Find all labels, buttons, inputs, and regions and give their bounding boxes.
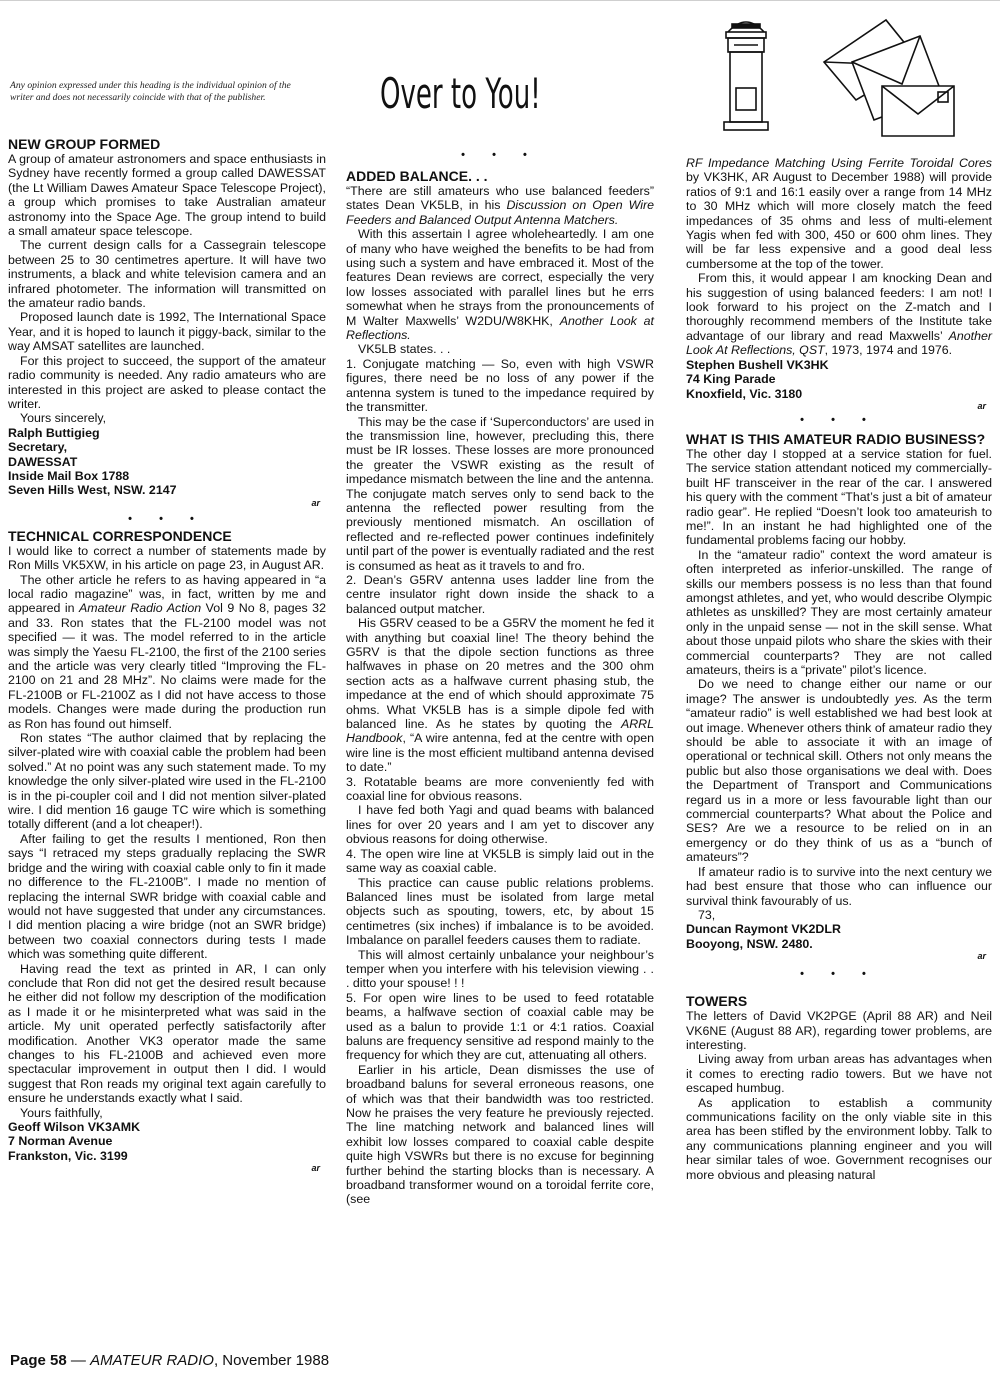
paragraph: The other day I stopped at a service station for fuel. The service station attendant noticed my commercially-built HF transceiver in the rear of the car. I answered his query with the comment “That’s just a bit of amateur radio gear”. He replied “Doesn’t look too amateurish to me!”. In an instant he had highlighted one of the fundamental problems facing our hobby. — [686, 446, 992, 548]
signature-block — [686, 922, 992, 951]
paragraph: This will almost certainly unbalance your neighbour’s temper when you interfere with his television viewing . . . ditto your spouse! ! ! — [346, 947, 654, 991]
signature-block — [8, 1120, 326, 1163]
section-separator: • • • — [461, 149, 539, 161]
paragraph: From this, it would appear I am knocking Dean and his suggestion of using balanced feeders: I am not! I look forward to his project on the Z-match and I thoroughly recommend members of the Institute take advantage of our library and read Maxwells’ Another Look At Reflections, QST, 1973, 1974 and 1976. — [686, 271, 992, 358]
signature-line: Booyong, NSW. 2480. — [686, 936, 813, 951]
page-footer — [10, 1352, 610, 1370]
top-rule — [0, 0, 1000, 1]
paragraph: Having read the text as printed in AR, I can only conclude that Ron did not get the desired result because he either did not follow my description of the modification as I made it or he misinterpreted what was said in the article. My unit operated perfectly satisfactorily after modification. Another VK3 operator made the same changes to his FL-2100B and achieved even more spectacular improvement in output then I did. I would suggest that Ron reads my original text again carefully to ensure he understands exactly what I said. — [8, 961, 326, 1106]
signature-block — [686, 358, 992, 401]
signature-line: Inside Mail Box 1788 — [8, 468, 130, 483]
column-right — [686, 156, 992, 1182]
page-title: Over to You! — [380, 69, 541, 118]
numbered-item: 3. Rotatable beams are more conveniently fed with coaxial line for obvious reasons. — [346, 774, 654, 804]
issue-date: , November 1988 — [213, 1352, 330, 1369]
paragraph: For this project to succeed, the support of the amateur radio community is needed. Any radio amateurs who are interested in this project are asked to please contact the writer. — [8, 353, 326, 411]
signature-line: Frankston, Vic. 3199 — [8, 1148, 128, 1163]
postbox-icon — [724, 22, 768, 130]
column-left — [8, 84, 326, 1173]
paragraph: Ron states “The author claimed that by replacing the silver-plated wire with coaxial cable the problem had been solved.” At no point was any such statement made. To my knowledge the only silver-plated wire used in the FL-2100 is in the pi-coupler coil and I did not mention silver-plated wire. I did mention 16 gauge TC wire which is something totally different (and a lot cheaper!). — [8, 731, 326, 832]
heading-added-balance: ADDED BALANCE. . . — [346, 168, 488, 184]
closing: Yours faithfully, — [20, 1105, 103, 1120]
paragraph: With this assertain I agree wholeheartedly. I am one of many who have weighed the benefits to be had from using such a system and have embraced it. Most of the features Dean reviews are correct, especially the very low losses associated with parallel lines but he errs somewhat when he strays from the pronouncements of M Walter Maxwells’ W2DU/W8KHK, Another Look at Reflections. — [346, 227, 654, 343]
signature-line: Ralph Buttigieg — [8, 425, 100, 440]
paragraph: VK5LB states. . . — [358, 342, 451, 357]
numbered-item: 5. For open wire lines to be used to feed rotatable beams, a halfwave section of coaxial cable may be used as a balun to provide 1:1 or 4:1 ratios. Coaxial baluns are frequency sensitive ad respond mainly to the frequency for which they are cut, attenuating all others. — [346, 990, 654, 1063]
section-separator: • • • — [800, 968, 878, 981]
magazine-name: AMATEUR RADIO — [90, 1352, 214, 1369]
page-number: Page 58 — [10, 1352, 67, 1369]
disclaimer: Any opinion expressed under this heading is the individual opinion of the writer and does not necessarily coincide with that of the publisher. — [10, 80, 291, 103]
end-mark: ar — [977, 951, 986, 962]
heading-towers: TOWERS — [686, 993, 748, 1010]
paragraph: The letters of David VK2PGE (April 88 AR) and Neil VK6NE (August 88 AR), regarding tower problems, are interesting. — [686, 1009, 992, 1052]
numbered-item: 2. Dean’s G5RV antenna uses ladder line from the centre insulator right down inside the shack to a balanced output matcher. — [346, 572, 654, 616]
paragraph: Earlier in his article, Dean dismisses the use of broadband baluns for several erroneous reasons, one of which was that their bandwidth was too restricted. Now he praises the very feature he previously rejected. The line matching network and balanced lines will exhibit low losses compared to coaxial cable despite quite high VSWRs but there is no excuse for beginning further behind the starting blocks than is necessary. A broadband transformer wound on a toroidal ferrite core, (see — [346, 1062, 654, 1207]
paragraph: This practice can cause public relations problems. Balanced lines must be isolated from large metal objects such as spouting, towers, etc, by about 15 centimetres (six inches) if imbalance is to be avoided. Imbalance on parallel feeders causes them to radiate. — [346, 875, 654, 948]
end-mark: ar — [311, 497, 320, 508]
signature-line: Knoxfield, Vic. 3180 — [686, 386, 803, 401]
signature-block — [8, 426, 326, 498]
closing: 73, — [698, 907, 716, 922]
closing: Yours sincerely, — [20, 411, 107, 426]
end-mark: ar — [977, 400, 986, 411]
signature-line: Stephen Bushell VK3HK — [686, 357, 829, 372]
paragraph: I would like to correct a number of statements made by Ron Mills VK5XW, in his article on page 23, in August AR. — [8, 543, 326, 573]
envelopes-icon — [824, 20, 954, 136]
paragraph: After failing to get the results I mentioned, Ron then says “I retraced my steps gradually replacing the SWR bridge and the wiring with coaxial cable only to fin it made no difference to the FL-2100B”. I made no mention of replacing the internal SWR bridge with coaxial cable and would not have suggested that under any circumstances. I did mention placing a wire bridge (not an SWR bridge) between two coaxial connectors during tests I made which was something quite different. — [8, 831, 326, 962]
paragraph: Living away from urban areas has advantages when it comes to erecting radio towers. But we have not escaped humbug. — [686, 1052, 992, 1096]
heading-new-group: NEW GROUP FORMED — [8, 136, 161, 152]
heading-technical: TECHNICAL CORRESPONDENCE — [8, 527, 232, 544]
paragraph: RF Impedance Matching Using Ferrite Toroidal Cores by VK3HK, AR August to December 1988) will provide ratios of 9:1 and 16:1 easily over a range from 14 MHz to 30 MHz which will more closely match the feed impedances of 35 ohms and less of multi-element Yagis when fed with 300, 450 or 600 ohm lines. They will be far less expensive and a good deal less cumbersome at the top of the tower. — [686, 156, 992, 271]
paragraph: I have fed both Yagi and quad beams with balanced lines for over 20 years and I am yet to discover any obvious reasons for doing otherwise. — [346, 803, 654, 847]
paragraph: Proposed launch date is 1992, The International Space Year, and it is hoped to launch it piggy-back, similar to the way AMSAT satellites are launched. — [8, 310, 326, 354]
heading-business: WHAT IS THIS AMATEUR RADIO BUSINESS? — [686, 430, 986, 447]
signature-line: 7 Norman Avenue — [8, 1134, 113, 1149]
footer-dash: — — [66, 1352, 91, 1369]
paragraph: A group of amateur astronomers and space enthusiasts in Sydney have recently formed a group called DAWESSAT (the Lt William Dawes Amateur Space Telescope Project), a group which promises to take Australian amateur astronomy into the Space Age. The group intend to build a small amateur space telescope. — [8, 152, 326, 239]
signature-line: Geoff Wilson VK3AMK — [8, 1120, 141, 1134]
section-separator: • • • — [800, 413, 878, 426]
paragraph: His G5RV ceased to be a G5RV the moment he fed it with anything but coaxial line! The theory behind the G5RV is that the dipole section functions as three halfwaves in phase on 20 metres and the 300 ohm section acts as a halfwave current phasing stub, the impedance at the end of which should approximate 75 ohms. What VK5LB has is a simple dipole fed with balanced line. As he states by quoting the ARRL Handbook, “A wire antenna, fed at the centre with open wire line is the most efficient multiband antenna devised to date.” — [346, 616, 654, 775]
signature-line: Duncan Raymont VK2DLR — [686, 922, 841, 937]
section-separator: • • • — [128, 512, 206, 525]
paragraph: “There are still amateurs who use balanced feeders” states Dean VK5LB, in his Discussion on Open Wire Feeders and Balanced Output Antenna Matchers. — [346, 184, 654, 227]
signature-line: Secretary, — [8, 440, 68, 455]
signature-line: 74 King Parade — [686, 372, 776, 387]
column-middle — [346, 148, 654, 1207]
paragraph: Do we need to change either our name or our image? The answer is undoubtedly yes. As the term “amateur radio” is well established we had best look at out image. Whenever others think of amateur radio they should be able to associate it with an image of operational or technical skill. Others not only means the public but also those organisations we deal with. Does the Department of Transport and Communications regard us in a more or less favourable light than our commercial counterparts? What about the Police and SES? Are we a resource to be relied on in an emergency or do they think of us as a “bunch of amateurs”? — [686, 677, 993, 865]
mailbox-illustration — [706, 2, 996, 142]
end-mark: ar — [311, 1163, 320, 1174]
paragraph: In the “amateur radio” context the word amateur is often interpreted as inferior-unskilled. The range of skills our members possess is no less than that found amongst athletes, and yet, who would describe Olympic athletes as unskilled? They are most certainly amateur only in the unpaid sense — not in the skill sense. What about those unpaid pilots who share the skies with their commercial counterparts? They are not called amateurs, theirs is a “private” pilot’s licence. — [686, 547, 992, 677]
numbered-item: 4. The open wire line at VK5LB is simply laid out in the same way as coaxial cable. — [346, 846, 654, 876]
paragraph: As application to establish a community communications facility on the only viable site in this area has been stifled by the environment lobby. Talk to any communications planning engineer and you will hear similar tales of woe. Government recognises our more obvious and pleasing natural — [686, 1095, 992, 1182]
paragraph: If amateur radio is to survive into the next century we had best ensure that those who can influence our survival think favourably of us. — [686, 864, 992, 908]
paragraph: The other article he refers to as having appeared in “a local radio magazine” was, in fact, written by me and appeared in Amateur Radio Action Vol 9 No 8, pages 32 and 33. Ron states that the FL-2100 model was not specified — it was. The model referred to in the article was simply the Yaesu FL-2100, the first of the 2100 series and the article was very clearly titled “Improving the FL-2100 on 21 and 28 MHz”. No claims were made for the FL-2100B or FL-2100Z as I did not have access to those models. Changes were made during the production run as Ron has found out himself. — [8, 572, 326, 731]
signature-line: Seven Hills West, NSW. 2147 — [8, 483, 177, 498]
paragraph: This may be the case if ‘Superconductors’ are used in the transmission line, however, precluding this, there must be IR losses. These losses are more pronounced the greater the VSWR existing as the result of impedance mismatch between the line and the antenna. The conjugate match serves only to send back to the antenna the reflected power resulting from the previously mentioned mismatch. An oscillation of reflected and re-reflected power continues indefinitely until part of the power is eventually radiated and the rest is consumed as heat as it travels to and fro. — [346, 414, 654, 573]
signature-line: DAWESSAT — [8, 454, 78, 469]
numbered-item: 1. Conjugate matching — So, even with high VSWR figures, there need be no loss of any power if the antenna system is tuned to the impedance required by the transmitter. — [346, 356, 654, 415]
paragraph: The current design calls for a Cassegrain telescope between 25 to 30 centimetres aperture. It will have two instruments, a black and white television camera and an infrared photometer. The information will transmitted on the amateur radio bands. — [8, 238, 326, 311]
